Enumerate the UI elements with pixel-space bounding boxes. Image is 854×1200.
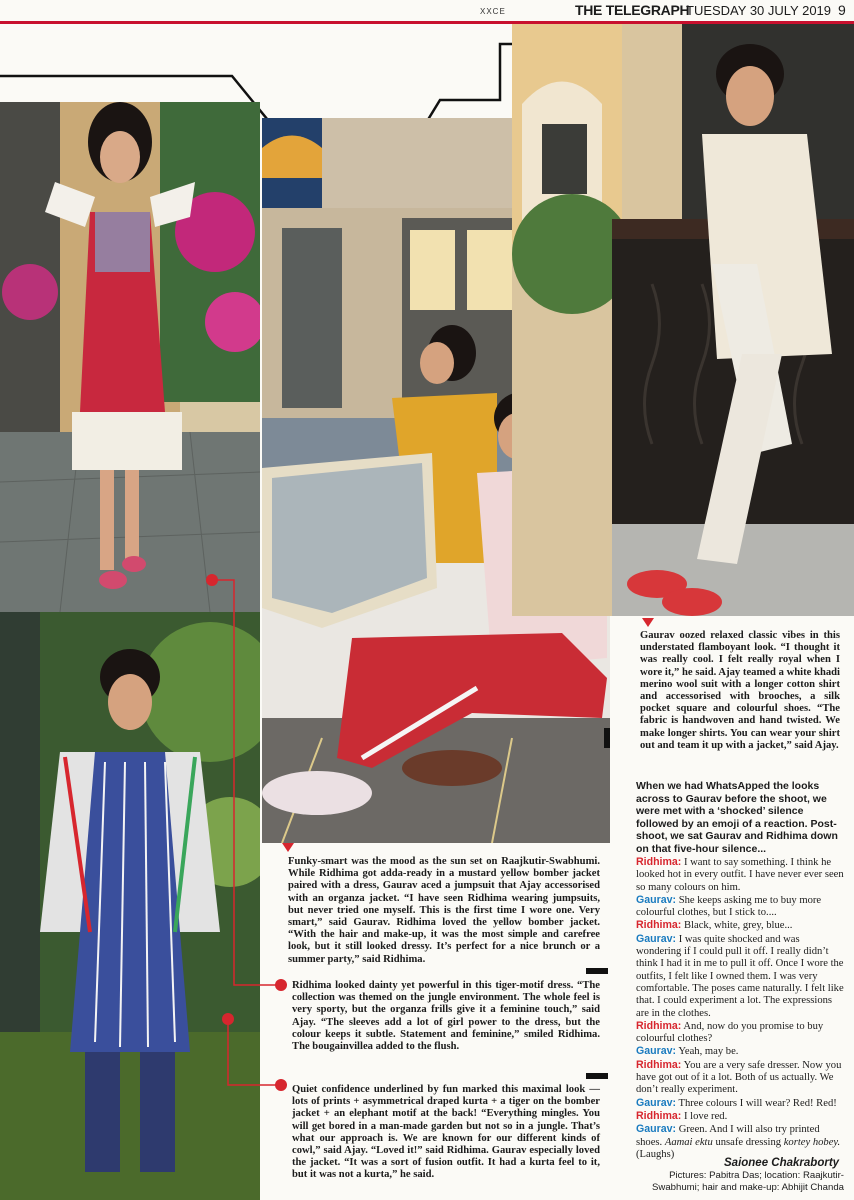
speaker-label: Gaurav: [636,1045,677,1058]
page-number: 9 [838,2,846,18]
speaker-label: Gaurav: [636,893,677,906]
marker-arrow-funky [282,843,294,852]
italic-phrase: Aamai ektu [664,1136,713,1148]
caption-quiet-confidence: Quiet confidence underlined by fun marked this maximal look — lots of prints + asymmetrical draped kurta + a tiger on the bomber jacket + an elephant motif at the back! “Everything mingles. You will get bored in a man-made garden but not so in a jungle. That’s what our approach is. We are known for our different kinds of cowl,” said Ajay. “Loved it!” said Ridhima. Gaurav especially loved the jacket. “It was a sort of fusion outfit. It had a kurta feel to it, but it was not a kurta,” he said. [292,1084,600,1181]
caption-funky-smart: Funky-smart was the mood as the sun set on Raajkutir-Swabhumi. While Ridhima got adda-ready in a mustard yellow bomber jacket paired with a dress, Gaurav aced a jumpsuit that Ajay accessorised with an organza jacket. “I have seen Ridhima wearing jumpsuits, but never tried one myself. This is the first time I wore one. Very smart,” said Gaurav. Ridhima loved the yellow bomber jacket. “With the hair and make-up, it was the most simple and carefree look, but it still looked dressy. It’s perfect for a nice brunch or a summer party,” said Ridhima. [288,856,600,965]
speaker-label: Ridhima: [636,856,682,868]
speaker-text: Black, white, grey, blue... [683,920,793,932]
caption-gaurav-classic: Gaurav oozed relaxed classic vibes in this understated flamboyant look. “I thought it was really cool. I felt really royal when I wore it,” he said. Ajay teamed a white khadi merino wool suit with a longer cotton shirt and accessorised with brooches, a silk pocket square and colourful shoes. “The fabric is handwoven and hand twisted. We make longer shirts. You can wear your shirt out and team it up with a jacket,” said Ajay. [640,630,840,751]
interview-lead: When we had WhatsApped the looks across to Gaurav before the shoot, we were met with a ‘shocked’ silence followed by an emoji of a reaction. Post-shoot, we sat Gaurav and Ridhima down on that five-hour silence... [636,780,838,855]
dialogue-line [636,894,844,920]
dialogue-line [636,919,844,932]
speaker-label: Ridhima: [636,1058,682,1071]
marker-dot-dress [206,574,218,586]
speaker-label: Ridhima: [636,1109,682,1122]
divider-bar [586,968,608,974]
dialogue-line [636,1110,844,1123]
speaker-text: And, now do you promise to buy colourful clothes? [636,1020,824,1045]
speaker-text: (Laughs) [636,1148,675,1160]
speaker-label: Gaurav: [636,932,677,945]
dialogue-line [636,856,844,894]
speaker-text: I was quite shocked and was wondering if I could pull it off. I really didn’t think I had it in me to pull it off. Once I wore the outfits, I felt like I owned them. I was very comfortable. The poses came naturally. I felt like that. I could experiment a lot. The expressions are in the clothes. [636,933,844,1019]
byline: Saionee Chakraborty [724,1157,840,1169]
speaker-label: Ridhima: [636,1019,682,1032]
speaker-label: Gaurav: [636,1096,677,1109]
dialogue-line [636,1123,844,1161]
dialogue-line [636,1059,844,1097]
speaker-label: Gaurav: [636,1123,677,1136]
issue-date: TUESDAY 30 JULY 2019 [686,3,832,18]
marker-dot-dainty [275,979,287,991]
caption-ridhima-dainty: Ridhima looked dainty yet powerful in this tiger-motif dress. “The collection was themed on the jungle environment. The whole feel is very sporty, but the organza frills give it a feminine touch,” said Ajay. “The sleeves add a lot of girl power to the dress, but the colour keeps it subtle. Statement and feminine,” smiled Ridhima. The bougainvillea added to the flush. [292,980,600,1053]
section-label: XXCE [480,7,506,16]
dialogue-line [636,1020,844,1046]
marker-dot-quiet [275,1079,287,1091]
italic-phrase: kortey hobey. [783,1136,841,1148]
marker-arrow-gaurav [642,618,654,627]
dialogue-line [636,1097,844,1110]
speaker-text: unsafe dressing [712,1136,784,1148]
speaker-text: You are a very safe dresser. Now you have got out of it a lot. Both of us actually. We don’t really experiment. [636,1059,842,1096]
speaker-text: Yeah, may be. [678,1046,739,1058]
marker-dot-kurta [222,1013,234,1025]
dialogue-line [636,1045,844,1058]
speaker-text: I love red. [683,1110,728,1122]
speaker-text: She keeps asking me to buy more colourful clothes, but I stick to.... [636,894,822,919]
dialogue-line [636,933,844,1020]
divider-bar [604,728,610,748]
speaker-label: Ridhima: [636,919,682,932]
divider-bar [586,1073,608,1079]
interview-dialogue [636,856,844,1161]
speaker-text: I want to say something. I think he looked hot in every outfit. I have never ever seen so many colours on him. [636,857,844,893]
photo-credits: Pictures: Pabitra Das; location: Raajkutir-Swabhumi; hair and make-up: Abhijit Chanda [652,1170,844,1193]
newspaper-name: THE TELEGRAPH [575,2,690,18]
speaker-text: Green. And I will also try printed shoes. [636,1124,820,1148]
speaker-text: Three colours I will wear? Red! Red! [678,1097,837,1109]
